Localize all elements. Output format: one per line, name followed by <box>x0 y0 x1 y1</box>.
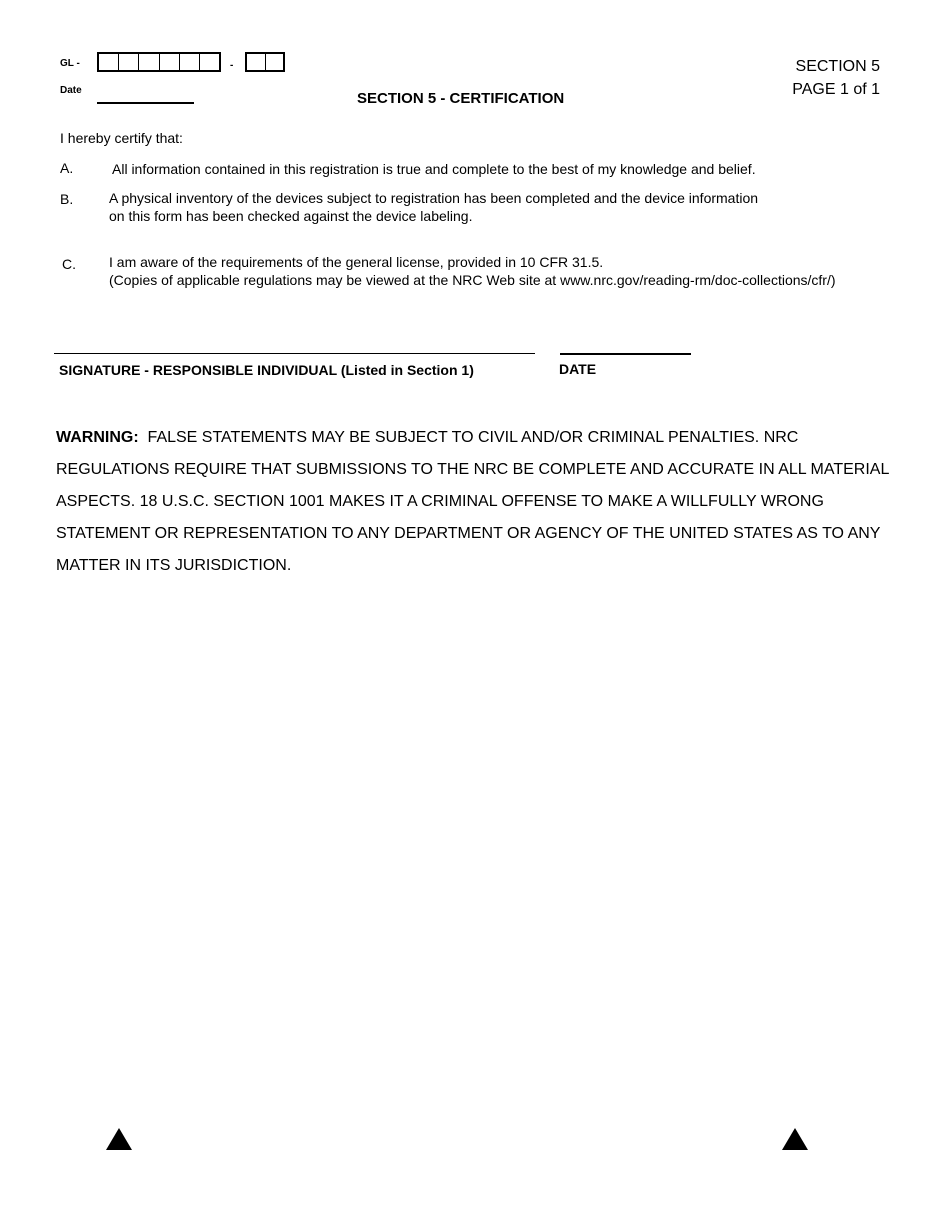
warning-text: WARNING: FALSE STATEMENTS MAY BE SUBJECT TO CIVIL AND/OR CRIMINAL PENALTIES. NRC REGULATIONS REQUIRE THAT SUBMISSIONS TO THE NRC BE COMPLETE AND ACCURATE IN ALL MATERIAL ASPECTS. 18 U.S.C. SECTION 1001 MAKES IT A CRIMINAL OFFENSE TO MAKE A WILLFULLY WRONG STATEMENT OR REPRESENTATION TO ANY DEPARTMENT OR AGENCY OF THE UNITED STATES AS TO ANY MATTER IN ITS JURISDICTION. <box>56 429 889 574</box>
item-a-text: All information contained in this registration is true and complete to the best of my knowledge and belief. <box>112 161 756 177</box>
item-a-letter: A. <box>60 160 74 176</box>
intro-text: I hereby certify that: <box>60 130 183 146</box>
signature-date-line[interactable] <box>560 353 691 355</box>
section-number: SECTION 5 <box>795 58 880 75</box>
page-info <box>792 55 880 101</box>
warning-label: WARNING: <box>56 429 139 446</box>
item-b-letter: B. <box>60 191 74 207</box>
alignment-triangle-icon <box>782 1128 808 1150</box>
signature-line[interactable] <box>54 353 535 354</box>
gl-dash: - <box>230 60 234 71</box>
item-c-text: I am aware of the requirements of the general license, provided in 10 CFR 31.5. (Copies of applicable regulations may be viewed at the NRC Web site at www.nrc.gov/reading-rm/doc-collections/cfr/) <box>109 254 836 288</box>
gl-number-field[interactable] <box>97 52 221 72</box>
item-b-text: A physical inventory of the devices subject to registration has been completed and the device information on this form has been checked against the device labeling. <box>109 190 759 224</box>
signature-label: SIGNATURE - RESPONSIBLE INDIVIDUAL (Listed in Section 1) <box>59 362 474 378</box>
page-title: SECTION 5 - CERTIFICATION <box>357 90 565 107</box>
alignment-triangle-icon <box>106 1128 132 1150</box>
date-label: Date <box>60 85 82 96</box>
page-number: PAGE 1 of 1 <box>792 81 880 98</box>
date-field[interactable] <box>97 102 194 104</box>
item-c-letter: C. <box>62 256 76 272</box>
gl-label: GL - <box>60 58 80 69</box>
gl-suffix-field[interactable] <box>245 52 285 72</box>
signature-date-label: DATE <box>559 361 597 377</box>
